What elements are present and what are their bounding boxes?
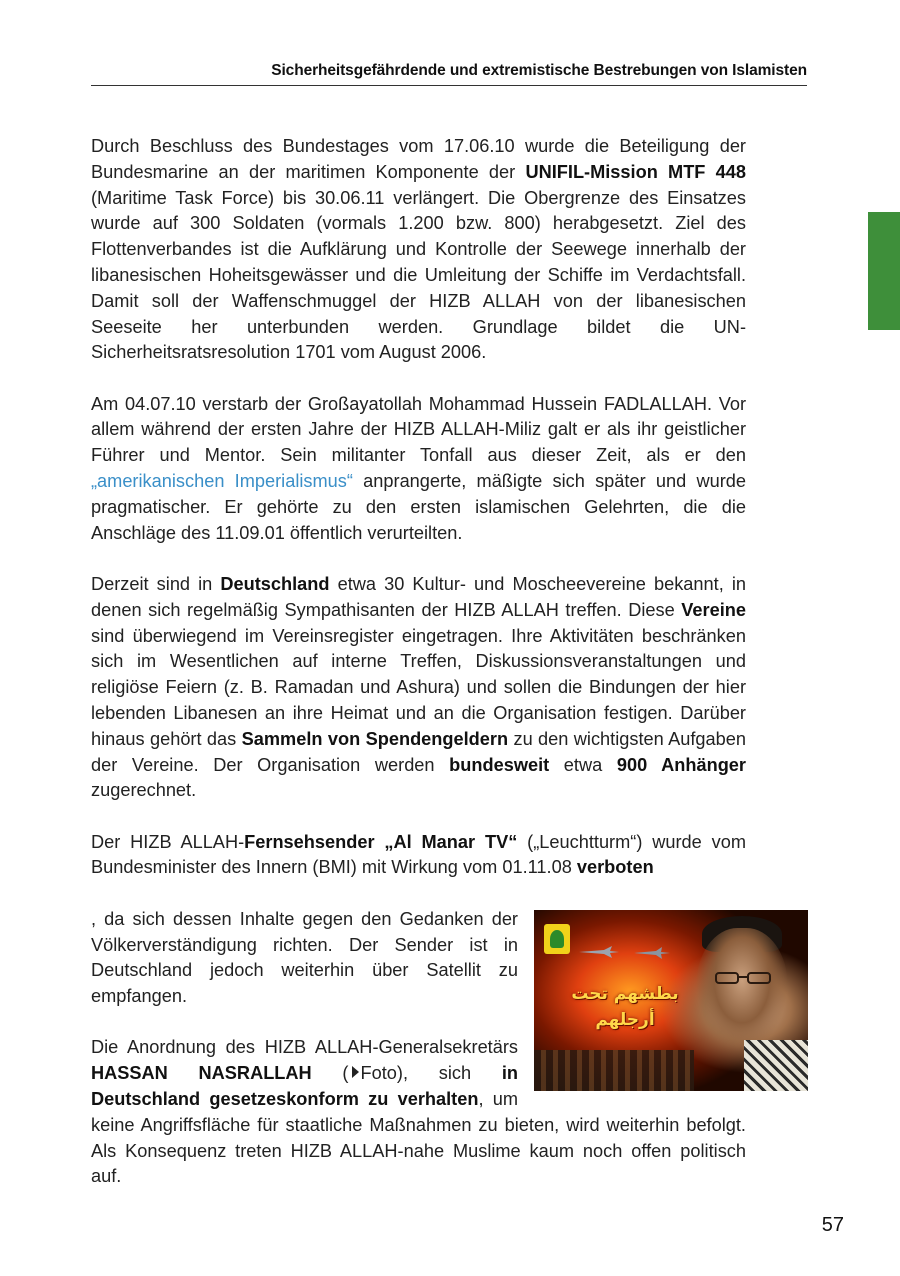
photo-reference-link[interactable]: Foto: [360, 1063, 397, 1084]
page-number: 57: [821, 1214, 844, 1236]
chapter-tab-marker: [868, 212, 900, 330]
glasses-icon: [714, 972, 772, 984]
jets-icon: [574, 944, 694, 960]
paragraph-fadlallah: Am 04.07.10 verstarb der Großayatollah Mohammad Hussein FADLALLAH. Vor allem während der ersten Jahre der HIZB ALLAH-Miliz galt er als ihr geistlicher Führer und Mentor. Sein militanter Tonfall aus dieser Zeit, als er den „amerikanischen Imperialismus“ anprangerte, mäßigte sich später und wurde pragmatischer. Er gehörte zu den ersten islamischen Gelehrten, die die Anschläge des 11.09.01 öffentlich verurteilten.: [91, 393, 746, 543]
paragraph-nasrallah: Die Anordnung des HIZB ALLAH-Generalsekretärs HASSAN NASRALLAH ( Foto), sich in Deutschland gesetzeskonform zu verhalten, um keine Angriffsfläche für staatliche Maßnahmen zu bieten, wird weiterhin befolgt. Als Konsequenz treten HIZB ALLAH-nahe Muslime kaum noch offen politisch auf.: [91, 1037, 746, 1187]
paragraph-vereine: Derzeit sind in Deutschland etwa 30 Kultur- und Moscheevereine bekannt, in denen sich regelmäßig Sympathisanten der HIZB ALLAH treffen. Diese Vereine sind überwiegend im Vereinsregister eingetragen. Ihre Aktivitäten beschränken sich im Wesentlichen auf interne Treffen, Diskussionsveranstaltungen und religiöse Feiern (z. B. Ramadan und Ashura) und sollen die Bindungen der hier lebenden Libanesen an ihre Heimat und an die Organisation festigen. Darüber hinaus gehört das Sammeln von Spendengeldern zu den wichtigsten Aufgaben der Vereine. Der Organisation werden bundesweit etwa 900 Anhänger zugerechnet.: [91, 573, 747, 801]
header-rule: [91, 85, 807, 86]
hezbollah-flag-icon: [544, 924, 570, 954]
running-header: Sicherheitsgefährdende und extremistische Bestrebungen von Islamisten: [271, 62, 807, 79]
bold-unifil-mission: UNIFIL-Mission MTF 448: [525, 161, 746, 182]
nasrallah-photo: [534, 910, 808, 1091]
paragraph-unifil: Durch Beschluss des Bundestages vom 17.06.10 wurde die Beteiligung der Bundesmarine an der maritimen Komponente der UNIFIL-Mission MTF 448 (Maritime Task Force) bis 30.06.11 verlängert. Die Obergrenze des Einsatzes wurde auf 300 Soldaten (vormals 1.200 bzw. 800) herabgesetzt. Ziel des Flottenverbandes ist die Aufklärung und Kontrolle der Seewege innerhalb der libanesischen Hoheitsgewässer und die Umleitung der Schiffe im Verdachtsfall. Damit soll der Waffenschmuggel der HIZB ALLAH von der libanesischen Seeseite her unterbunden werden. Grundlage bildet die UN-Sicherheitsratsresolution 1701 vom August 2006.: [91, 136, 746, 363]
paragraph-al-manar: Der HIZB ALLAH-Fernsehsender „Al Manar TV“ („Leuchtturm“) wurde vom Bundesminister des Innern (BMI) mit Wirkung vom 01.11.08 verboten: [91, 831, 746, 878]
main-text: Durch Beschluss des Bundestages vom 17.06.10 wurde die Beteiligung der Bundesmarine an der maritimen Komponente der UNIFIL-Mission MTF 448 (Maritime Task Force) bis 30.06.11 verlängert. Die Obergrenze des Einsatzes wurde auf 300 Soldaten (vormals 1.200 bzw. 800) herabgesetzt. Ziel des Flottenverbandes ist die Aufklärung und Kontrolle der Seewege innerhalb der libanesischen Hoheitsgewässer und die Umleitung der Schiffe im Verdachtsfall. Damit soll der Waffenschmuggel der HIZB ALLAH von der libanesischen Seeseite her unterbunden werden. Grundlage bildet die UN-Sicherheitsratsresolution 1701 vom August 2006. Am 04.07.10 verstarb der Großayatollah Mohammad Hussein FADLALLAH. Vor allem während der ersten Jahre der HIZB ALLAH-Miliz galt er als ihr geistlicher Führer und Mentor. Sein militanter Tonfall aus dieser Zeit, als er den „amerikanischen Imperialismus“ anprangerte, mäßigte sich später und wurde pragmatischer. Er gehörte zu den ersten islamischen Gelehrten, die die Anschläge des 11.09.01 öffentlich verurteilten. Derzeit sind in Deutschland etwa 30 Kultur- und Moscheevereine bekannt, in denen sich regelmäßig Sympathisanten der HIZB ALLAH treffen. Diese Vereine sind überwiegend im Vereinsregister eingetragen. Ihre Aktivitäten beschränken sich im Wesentlichen auf interne Treffen, Diskussionsveranstaltungen und religiöse Feiern (z. B. Ramadan und Ashura) und sollen die Bindungen der hier lebenden Libanesen an ihre Heimat und an die Organisation festigen. Darüber hinaus gehört das Sammeln von Spendengeldern zu den wichtigsten Aufgaben der Vereine. Der Organisation werden bundesweit etwa 900 Anhänger zugerechnet. Der HIZB ALLAH-Fernsehsender „Al Manar TV“ („Leuchtturm“) wurde vom Bundesminister des Innern (BMI) mit Wirkung vom 01.11.08 verboten بطشهم تحت أرجلهم , da sich dessen Inhalte gegen den Gedanken der Völkerverständigung richten. Der Sender ist in Deutschland jedoch weiterhin über Satellit zu empfangen. Die Anordnung des HIZB ALLAH-Generalsekretärs HASSAN NASRALLAH ( Foto), sich in Deutschland gesetzeskonform zu verhalten, um keine Angriffsfläche für staatliche Maßnahmen zu bieten, wird weiterhin befolgt. Als Konsequenz treten HIZB ALLAH-nahe Muslime kaum noch offen politisch auf.: [91, 134, 746, 1216]
link-imperialismus[interactable]: „amerikanischen Imperialismus“: [91, 471, 353, 492]
keffiyeh-shape: [744, 1040, 808, 1091]
figure-arabic-caption: بطشهم تحت أرجلهم: [571, 983, 679, 1030]
crowd-shape: [534, 1050, 694, 1091]
arrow-right-icon: [352, 1066, 359, 1078]
